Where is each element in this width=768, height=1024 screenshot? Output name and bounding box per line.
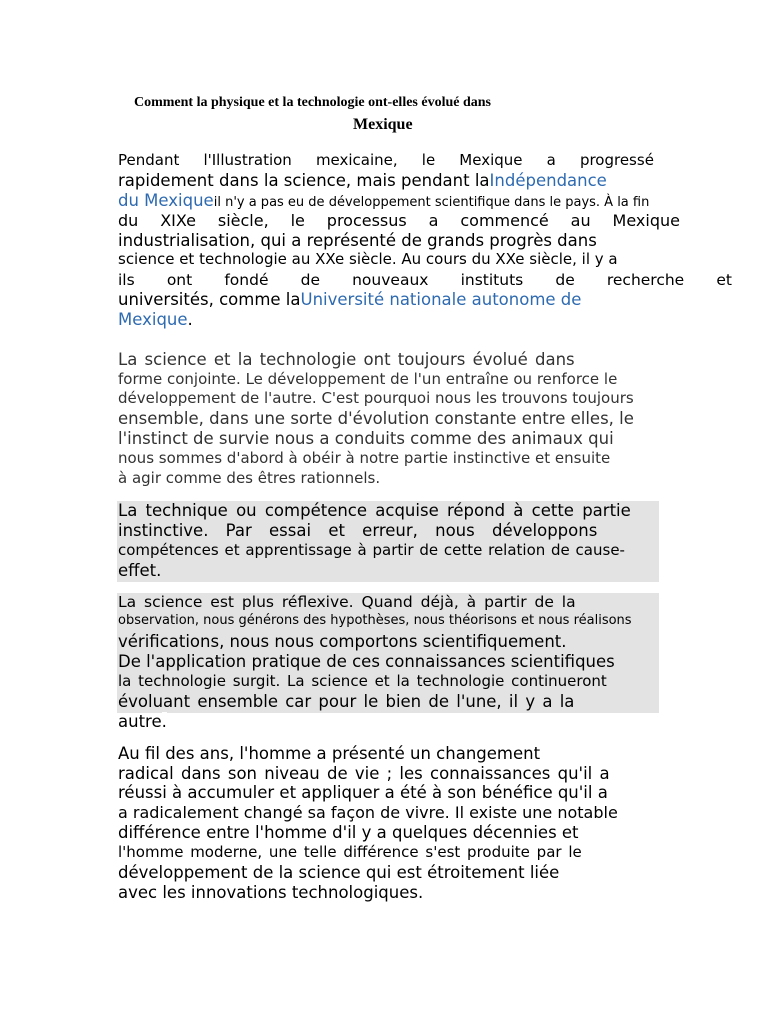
p3-line-3: compétences et apprentissage à partir de cette relation de cause-	[118, 541, 625, 559]
word: ont	[166, 271, 193, 289]
p2-line-2: forme conjointe. Le développement de l'un entraîne ou renforce le	[118, 370, 618, 388]
p2-line-7: à agir comme des êtres rationnels.	[118, 469, 381, 487]
word: Mexique	[612, 211, 680, 230]
word: de	[555, 271, 575, 289]
p2-line-3: développement de l'autre. C'est pourquoi nous les trouvons toujours	[118, 389, 634, 407]
p4-line-7-text: autre	[118, 712, 162, 731]
word: a	[546, 151, 556, 169]
word: mexicaine,	[315, 151, 398, 169]
p4-line-5: la technologie surgit. La science et la technologie continueront	[118, 672, 607, 690]
word: instituts	[460, 271, 524, 289]
p1-line-1	[118, 153, 654, 168]
link-independance[interactable]: Indépendance	[489, 171, 607, 190]
document-title-line2: Mexique	[353, 116, 413, 133]
p4-line-4: De l'application pratique de ces connaissances scientifiques	[118, 652, 615, 671]
link-universite-nationale[interactable]: Université nationale autonome de	[300, 290, 582, 309]
p1-line-5: industrialisation, qui a représenté de grands progrès dans	[118, 231, 597, 250]
p5-line-8: avec les innovations technologiques.	[118, 883, 424, 902]
p1-line-2	[118, 173, 607, 190]
word: nouveaux	[352, 271, 429, 289]
p3-line-2: instinctive. Par essai et erreur, nous développons	[118, 521, 598, 540]
p4-line-3: vérifications, nous nous comportons scientifiquement.	[118, 632, 567, 651]
word: progressé	[579, 151, 654, 169]
p5-line-5: différence entre l'homme d'il y a quelques décennies et	[118, 823, 579, 842]
word: le	[421, 151, 436, 169]
word: fondé	[224, 271, 269, 289]
word: de	[300, 271, 320, 289]
word: et	[716, 271, 732, 289]
word: ils	[118, 271, 135, 289]
word: recherche	[606, 271, 685, 289]
p4-line-2: observation, nous générons des hypothèses, nous théorisons et nous réalisons	[118, 613, 632, 628]
document-title-line1: Comment la physique et la technologie ont-elles évolué dans	[134, 95, 491, 110]
word: commencé	[460, 211, 549, 230]
p1-line-3-text: il n'y a pas eu de développement scientifique dans le pays. À la fin	[213, 195, 650, 210]
p3-line-1: La technique ou compétence acquise répond à cette partie	[118, 501, 631, 520]
p4-line-7-period: .	[161, 712, 167, 731]
p1-line-9	[118, 312, 193, 329]
p4-line-6: évoluant ensemble car pour le bien de l'une, il y a la	[118, 692, 575, 711]
p1-line-8-text: universités, comme la	[118, 290, 301, 309]
p5-line-7: développement de la science qui est étroitement liée	[118, 863, 560, 882]
p5-line-4: a radicalement changé sa façon de vivre. Il existe une notable	[118, 803, 618, 822]
p2-line-4: ensemble, dans une sorte d'évolution constante entre elles, le	[118, 409, 634, 428]
word: Pendant	[118, 151, 180, 169]
p1-line-4	[118, 213, 680, 229]
word: XIXe	[160, 211, 196, 230]
word: du	[118, 211, 139, 230]
word: Mexique	[459, 151, 523, 169]
word: processus	[326, 211, 407, 230]
p1-line-9-period: .	[187, 310, 193, 329]
p5-line-6: l'homme moderne, une telle différence s'est produite par le	[118, 843, 582, 861]
link-du-mexique[interactable]: du Mexique	[118, 191, 214, 210]
p5-line-2: radical dans son niveau de vie ; les connaissances qu'il a	[118, 764, 610, 783]
word: siècle,	[217, 211, 269, 230]
p5-line-1: Au fil des ans, l'homme a présenté un changement	[118, 744, 541, 763]
p1-line-2-text: rapidement dans la science, mais pendant la	[118, 171, 490, 190]
p4-line-7	[118, 714, 167, 731]
link-mexique[interactable]: Mexique	[118, 310, 188, 329]
p2-line-5: l'instinct de survie nous a conduits comme des animaux qui	[118, 429, 614, 448]
p1-line-7	[118, 273, 732, 289]
word: au	[570, 211, 591, 230]
p2-line-6: nous sommes d'abord à obéir à notre partie instinctive et ensuite	[118, 449, 611, 467]
p3-line-4: effet.	[118, 561, 162, 580]
p5-line-3: réussi à accumuler et appliquer a été à son bénéfice qu'il a	[118, 783, 608, 802]
word: le	[290, 211, 305, 230]
word: a	[428, 211, 439, 230]
p2-line-1: La science et la technologie ont toujours évolué dans	[118, 350, 575, 369]
p1-line-6: science et technologie au XXe siècle. Au cours du XXe siècle, il y a	[118, 250, 618, 268]
p4-line-1: La science est plus réflexive. Quand déjà, à partir de la	[118, 593, 576, 611]
p1-line-3	[118, 193, 649, 210]
word: l'Illustration	[203, 151, 292, 169]
p1-line-8	[118, 292, 581, 309]
